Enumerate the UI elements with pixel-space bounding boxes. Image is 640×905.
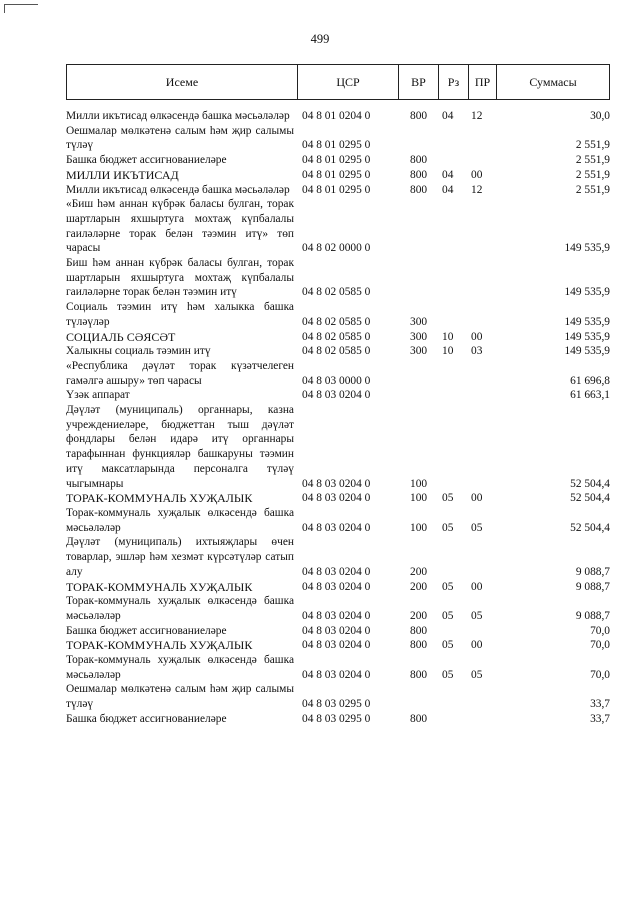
row-rz: 05	[442, 492, 454, 505]
row-name: ТОРАК-КОММУНАЛЬ ХУҖАЛЫК	[66, 638, 253, 653]
row-vr: 100	[410, 477, 428, 490]
row-name: Башка бюджет ассигнованиеләре	[66, 154, 227, 167]
row-sum: 52 504,4	[570, 492, 610, 505]
row-vr: 800	[410, 110, 428, 122]
row-sum: 52 504,4	[570, 477, 610, 490]
table-row	[66, 300, 610, 329]
header-name: Исеме	[67, 65, 298, 99]
row-rz: 05	[442, 521, 454, 534]
row-name: Оешмалар мөлкәтенә салым һәм җир салымы түләү	[66, 683, 294, 711]
row-sum: 61 663,1	[570, 389, 610, 402]
table-row	[66, 403, 610, 491]
row-rz: 04	[442, 183, 454, 196]
table-row	[66, 594, 610, 623]
row-sum: 70,0	[590, 639, 610, 652]
table-row	[66, 491, 610, 506]
header-csr: ЦСР	[298, 65, 399, 99]
row-sum: 70,0	[590, 668, 610, 681]
row-name: Торак-коммуналь хуҗалык өлкәсендә башка мәсьәләләр	[66, 595, 294, 622]
table-row	[66, 330, 610, 345]
table-row	[66, 109, 610, 124]
row-sum: 70,0	[590, 624, 610, 637]
table-row	[66, 653, 610, 682]
row-sum: 61 696,8	[570, 374, 610, 387]
row-name: Халыкны социаль тәэмин итү	[66, 345, 211, 358]
row-csr: 04 8 02 0585 0	[302, 315, 371, 328]
row-name: ТОРАК-КОММУНАЛЬ ХУҖАЛЫК	[66, 491, 253, 506]
row-name: «Биш һәм аннан күбрәк баласы булган, торак шартларын яхшыртуга мохтаҗ күпбалалы гаиләләрне торак белән тәэмин итү» төп чарасы	[66, 198, 294, 255]
row-vr: 800	[410, 168, 428, 181]
row-vr: 300	[410, 345, 428, 358]
row-pr: 00	[471, 580, 483, 593]
table-row	[66, 682, 610, 711]
row-sum: 149 535,9	[564, 345, 610, 358]
row-name: Оешмалар мөлкәтенә салым һәм җир салымы түләү	[66, 124, 294, 152]
row-rz: 05	[442, 668, 454, 681]
row-name: Үзәк аппарат	[66, 389, 130, 402]
row-csr: 04 8 03 0295 0	[302, 712, 371, 725]
row-name: Торак-коммуналь хуҗалык өлкәсендә башка мәсьәләләр	[66, 654, 294, 681]
table-row	[66, 624, 610, 639]
table-row	[66, 580, 610, 595]
row-csr: 04 8 03 0204 0	[302, 521, 371, 534]
row-csr: 04 8 03 0000 0	[302, 374, 371, 387]
row-csr: 04 8 03 0204 0	[302, 389, 371, 402]
row-name: ТОРАК-КОММУНАЛЬ ХУҖАЛЫК	[66, 579, 253, 594]
row-pr: 00	[471, 639, 483, 652]
table-row	[66, 256, 610, 300]
row-name: Башка бюджет ассигнованиеләре	[66, 624, 227, 637]
row-rz: 10	[442, 330, 454, 343]
row-vr: 800	[410, 154, 428, 167]
row-pr: 00	[471, 492, 483, 505]
table-header	[66, 64, 610, 100]
row-vr: 200	[410, 609, 428, 622]
row-name: Милли икътисад өлкәсендә башка мәсьәләләр	[66, 183, 290, 196]
row-pr: 12	[471, 183, 483, 196]
table-row	[66, 183, 610, 198]
table-body	[66, 109, 610, 727]
row-rz: 04	[442, 110, 454, 122]
row-sum: 2 551,9	[575, 168, 610, 181]
row-sum: 9 088,7	[575, 565, 610, 578]
row-csr: 04 8 02 0585 0	[302, 345, 371, 358]
row-vr: 200	[410, 565, 428, 578]
row-csr: 04 8 03 0204 0	[302, 609, 371, 622]
table-row	[66, 124, 610, 153]
row-rz: 05	[442, 639, 454, 652]
row-csr: 04 8 03 0295 0	[302, 698, 371, 711]
row-sum: 149 535,9	[564, 242, 610, 255]
row-sum: 149 535,9	[564, 330, 610, 343]
table-row	[66, 359, 610, 388]
row-rz: 10	[442, 345, 454, 358]
row-pr: 00	[471, 330, 483, 343]
row-csr: 04 8 03 0204 0	[302, 477, 371, 490]
row-csr: 04 8 02 0585 0	[302, 286, 371, 299]
row-name: СОЦИАЛЬ СӘЯСӘТ	[66, 329, 176, 344]
row-vr: 800	[410, 668, 428, 681]
row-csr: 04 8 01 0295 0	[302, 168, 371, 181]
row-csr: 04 8 03 0204 0	[302, 565, 371, 578]
row-sum: 52 504,4	[570, 521, 610, 534]
row-vr: 300	[410, 330, 428, 343]
row-rz: 05	[442, 580, 454, 593]
row-pr: 05	[471, 609, 483, 622]
row-vr: 800	[410, 712, 428, 725]
row-sum: 9 088,7	[575, 580, 610, 593]
row-pr: 05	[471, 668, 483, 681]
table-row	[66, 153, 610, 168]
row-name: Социаль тәэмин итү һәм халыкка башка түләүләр	[66, 301, 294, 328]
row-csr: 04 8 03 0204 0	[302, 668, 371, 681]
table-row	[66, 638, 610, 653]
row-vr: 100	[410, 521, 428, 534]
row-name: «Республика дәүләт торак күзәтчелеген гамәлгә ашыру» төп чарасы	[66, 359, 294, 387]
row-name: Милли икътисад өлкәсендә башка мәсьәләләр	[66, 110, 290, 122]
row-csr: 04 8 03 0204 0	[302, 580, 371, 593]
row-vr: 100	[410, 492, 428, 505]
row-sum: 149 535,9	[564, 286, 610, 299]
table-row	[66, 506, 610, 535]
row-name: Дәүләт (муниципаль) ихтыяҗлары өчен товарлар, эшләр һәм хезмәт күрсәтүләр сатып алу	[66, 536, 294, 578]
row-pr: 00	[471, 168, 483, 181]
row-csr: 04 8 01 0295 0	[302, 183, 371, 196]
row-csr: 04 8 01 0295 0	[302, 154, 371, 167]
row-name: Дәүләт (муниципаль) органнары, казна учреждениеләре, бюджеттан тыш дәүләт фондлары белән идарә итү органнары тарафыннан функцияләр башкаруны тәэмин итү максатларында персоналга түләү чыгымнары	[66, 404, 294, 490]
table-row	[66, 344, 610, 359]
header-sum: Суммасы	[529, 74, 577, 89]
header-pr: ПР	[469, 65, 497, 99]
row-sum: 30,0	[590, 110, 610, 122]
row-rz: 04	[442, 168, 454, 181]
row-sum: 9 088,7	[575, 609, 610, 622]
row-pr: 05	[471, 521, 483, 534]
row-csr: 04 8 02 0585 0	[302, 330, 371, 343]
row-pr: 03	[471, 345, 483, 358]
row-name: Торак-коммуналь хуҗалык өлкәсендә башка мәсьәләләр	[66, 506, 294, 534]
corner-mark	[4, 4, 38, 5]
row-csr: 04 8 01 0295 0	[302, 139, 371, 152]
row-sum: 149 535,9	[564, 315, 610, 328]
table-row	[66, 712, 610, 727]
row-vr: 300	[410, 315, 428, 328]
table-row	[66, 168, 610, 183]
row-vr: 200	[410, 580, 428, 593]
row-sum: 33,7	[590, 712, 610, 725]
row-vr: 800	[410, 183, 428, 196]
table-row	[66, 197, 610, 256]
page-number: 499	[310, 32, 330, 46]
row-csr: 04 8 01 0204 0	[302, 110, 371, 122]
row-sum: 2 551,9	[575, 183, 610, 196]
row-name: Башка бюджет ассигнованиеләре	[66, 712, 227, 725]
row-pr: 12	[471, 110, 483, 122]
row-csr: 04 8 02 0000 0	[302, 242, 371, 255]
row-csr: 04 8 03 0204 0	[302, 624, 371, 637]
table-row	[66, 388, 610, 403]
row-vr: 800	[410, 624, 428, 637]
row-vr: 800	[410, 639, 428, 652]
row-csr: 04 8 03 0204 0	[302, 639, 371, 652]
row-sum: 2 551,9	[575, 139, 610, 152]
header-rz: Рз	[439, 65, 469, 99]
row-sum: 2 551,9	[575, 154, 610, 167]
table-row	[66, 535, 610, 579]
row-sum: 33,7	[590, 698, 610, 711]
row-csr: 04 8 03 0204 0	[302, 492, 371, 505]
row-rz: 05	[442, 609, 454, 622]
row-name: Биш һәм аннан күбрәк баласы булган, торак шартларын яхшыртуга мохтаҗ күпбалалы гаиләләрне торак белән тәэмин итү	[66, 257, 294, 299]
header-vr: ВР	[399, 65, 439, 99]
row-name: МИЛЛИ ИКЪТИСАД	[66, 167, 179, 182]
